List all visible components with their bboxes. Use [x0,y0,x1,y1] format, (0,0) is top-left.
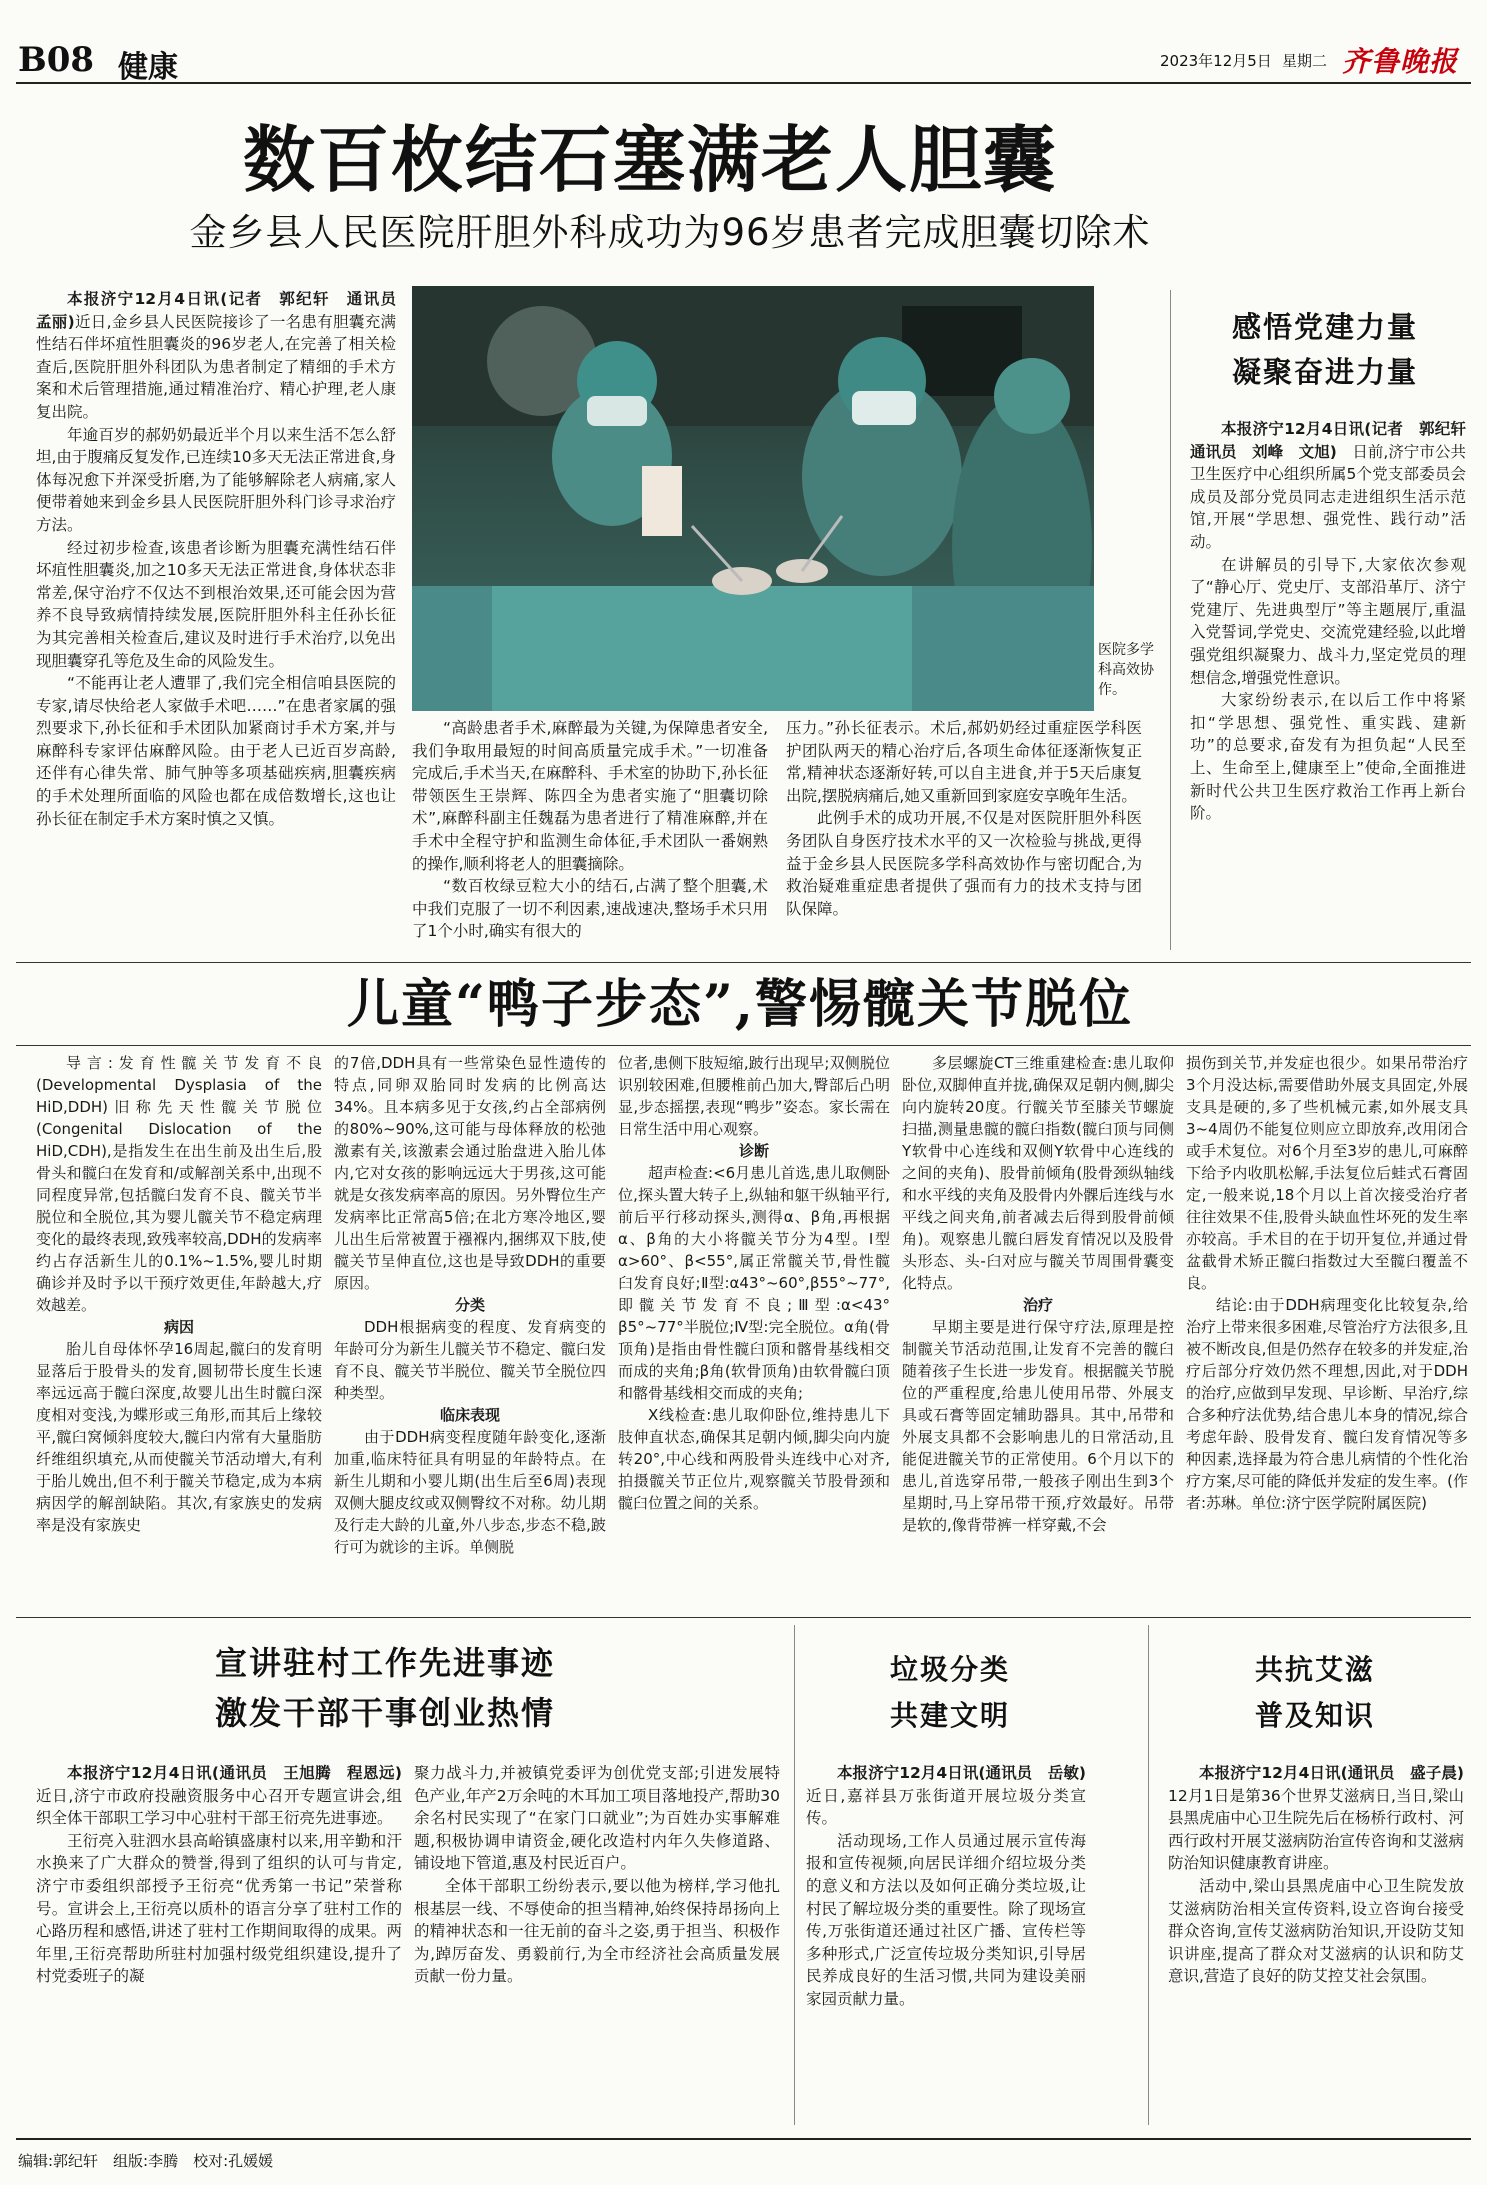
article6-title-line1: 共抗艾滋 [1254,1653,1375,1686]
article6-byline: 本报济宁12月4日讯(通讯员 盛子晨) [1199,1764,1464,1782]
footer-credits: 编辑:郭纪轩 组版:李腾 校对:孔媛媛 [18,2152,274,2170]
article1-byline: 本报济宁12月4日讯(记者 郭纪轩 通讯员 孟丽) [36,290,412,331]
section-name: 健康 [118,50,178,85]
article3-col5: 损伤到关节,并发症也很少。如果吊带治疗3个月没达标,需要借助外展支具固定,外展支具是硬的,多了些机械元素,如外展支具3~4周仍不能复位则应立即放弃,改用闭合或手术复位。对6个月至3岁的患儿,可麻醉下给予内收肌松解,手法复位后蛙式石膏固定,一般来说,18个月以上首次接受治疗者往往效果不佳,股骨头缺血性坏死的发生率亦较高。手术目的在于切开复位,并通过骨盆截骨术矫正髋臼指数过大至髋臼覆盖不良。 结论:由于DDH病理变化比较复杂,给治疗上带来很多困难,尽管治疗方法很多,且被不断改良,但是仍然存在较多的并发症,治疗后部分疗效仍然不理想,因此,对于DDH的治疗,应做到早发现、早诊断、早治疗,综合多种疗法优势,结合患儿本身的情况,综合考虑年龄、股骨发育、髋臼发育情况等多种因素,选择最为符合患儿病情的个性化治疗方案,尽可能的降低并发症的发生率。(作者:苏琳。单位:济宁医学院附属医院) [1186,1054,1468,1512]
article2-title-line1: 感悟党建力量 [1231,310,1418,344]
article2-body: 本报济宁12月4日讯(记者 郭纪轩 通讯员 刘峰 文旭) 日前,济宁市公共卫生医疗中心组织所属5个党支部委员会成员及部分党员同志走进组织生活示范馆,开展“学思想、强党性、践行动”活动。 在讲解员的引导下,大家依次参观了“静心厅、党史厅、支部沿革厅、济宁党建厅、先进典型厅”等主题展厅,重温入党誓词,学党史、交流党建经验,以此增强党组织凝聚力、战斗力,坚定党员的理想信念,增强党性意识。 大家纷纷表示,在以后工作中将紧扣“学思想、强党性、重实践、建新功”的总要求,奋发有为担负起“人民至上、生命至上,健康至上”使命,全面推进新时代公共卫生医疗救治工作再上新台阶。 [1190,420,1482,823]
sidebar-divider [1170,290,1171,950]
surgery-photo [412,286,1094,711]
article5-byline: 本报济宁12月4日讯(通讯员 岳敏) [837,1764,1086,1782]
article3-subhead-cause: 病因 [163,1318,194,1336]
article3-col1: 导言:发育性髋关节发育不良(Developmental Dysplasia of the HiD,DDH)旧称先天性髋关节脱位(Congenital Dislocation of the HiD,CDH),是指发生在出生前及出生后,股骨头和髋臼在发育和/或解剖关系中,出现不同程度异常,包括髋臼发育不良、髋关节半脱位和全脱位,其为婴儿髋关节不稳定病理变化的最终表现,致残率较高,DDH的发病率约占存活新生儿的0.1%~1.5%,婴儿时期确诊并及时予以干预疗效更佳,年龄越大,疗效越差。 病因 胎儿自母体怀孕16周起,髋臼的发育明显落后于股骨头的发育,圆韧带长度生长速率远远高于髋臼深度,故婴儿出生时髋臼深度相对变浅,为蝶形或三角形,而其后上缘较平,髋臼窝倾斜度较大,髋臼内常有大量脂肪纤维组织填充,从而使髋关节活动增大,有利于胎儿娩出,但不利于髋关节稳定,成为本病病因学的解剖缺陷。其次,有家族史的发病率是没有家族史 [36,1054,322,1534]
article3-title: 儿童“鸭子步态”,警惕髋关节脱位 [347,974,1133,1035]
article1-col1: 本报济宁12月4日讯(记者 郭纪轩 通讯员 孟丽)近日,金乡县人民医院接诊了一名患有胆囊充满性结石伴坏疽性胆囊炎的96岁老人,在完善了相关检查后,医院肝胆外科团队为患者制定了精细的手术方案和术后管理措施,通过精准治疗、精心护理,老人康复出院。 年逾百岁的郝奶奶最近半个月以来生活不怎么舒坦,由于腹痛反复发作,已连续10多天无法正常进食,身体每况愈下并深受折磨,为了能够解除老人病痛,家人便带着她来到金乡县人民医院肝胆外科门诊寻求治疗方法。 经过初步检查,该患者诊断为胆囊充满性结石伴坏疽性胆囊炎,加之10多天无法正常进食,身体状态非常差,保守治疗不仅达不到根治效果,还可能会因为营养不良导致病情持续发展,医院肝胆外科主任孙长征为其完善相关检查后,建议及时进行手术治疗,以免出现胆囊穿孔等危及生命的风险发生。 “不能再让老人遭罪了,我们完全相信咱县医院的专家,请尽快给老人家做手术吧……”在患者家属的强烈要求下,孙长征和手术团队加紧商讨手术方案,并与麻醉科专家评估麻醉风险。由于老人已近百岁高龄,还伴有心律失常、肺气肿等多项基础疾病,胆囊疾病的手术处理所面临的风险也都在成倍数增长,这也让孙长征在制定手术方案时慎之又慎。 [36,290,412,828]
bottom-divider-2 [1148,1625,1149,2125]
article5-body: 本报济宁12月4日讯(通讯员 岳敏) 近日,嘉祥县万张街道开展垃圾分类宣传。 活动现场,工作人员通过展示宣传海报和宣传视频,向居民详细介绍垃圾分类的意义和方法以及如何正确分类垃圾,让村民了解垃圾分类的重要性。除了现场宣传,万张街道还通过社区广播、宣传栏等多种形式,广泛宣传垃圾分类知识,引导居民养成良好的生活习惯,共同为建设美丽家园贡献力量。 [806,1764,1086,2008]
surgery-scene-illustration [412,286,1094,711]
article4-title-line2: 激发干部干事创业热情 [214,1694,555,1732]
article1-title: 数百枚结石塞满老人胆囊 [242,117,1057,202]
paper-name-logo: 齐鲁晚报 [1342,45,1459,78]
article4-col1: 本报济宁12月4日讯(通讯员 王旭腾 程恩远) 近日,济宁市政府投融资服务中心召开专题宣讲会,组织全体干部职工学习中心驻村干部王衍亮先进事迹。 王衍亮入驻泗水县高峪镇盛康村以来,用辛勤和汗水换来了广大群众的赞誉,得到了组织的认可与肯定,济宁市委组织部授予王衍亮“优秀第一书记”荣誉称号。宣讲会上,王衍亮以质朴的语言分享了驻村工作的心路历程和感悟,讲述了驻村工作期间取得的成果。两年里,王衍亮帮助所驻村加强村级党组织建设,提升了村党委班子的凝 [36,1764,402,1986]
article3-subhead-class: 分类 [454,1296,485,1314]
article4-byline: 本报济宁12月4日讯(通讯员 王旭腾 程恩远) [67,1764,402,1782]
article2-title-line2: 凝聚奋进力量 [1231,355,1418,389]
issue-date: 2023年12月5日 [1160,52,1272,70]
section-rule-3 [16,1617,1471,1618]
article2-byline: 本报济宁12月4日讯(记者 郭纪轩 通讯员 刘峰 文旭) [1190,420,1482,461]
article5-title-line2: 共建文明 [889,1699,1010,1732]
page-code: B08 [18,40,95,80]
article3-subhead-treatment: 治疗 [1022,1296,1053,1314]
photo-caption: 医院多学科高效协作。 [1098,642,1154,698]
article3-col4: 多层螺旋CT三维重建检查:患儿取仰卧位,双脚伸直并拢,确保双足朝内侧,脚尖向内旋转20度。行髋关节至膝关节螺旋扫描,测量患髋的髋臼指数(髋臼顶与同侧Y软骨中心连线和双侧Y软骨中心连线的之间的夹角)、股骨前倾角(股骨颈纵轴线和水平线的夹角及股骨内外髁后连线与水平线之间夹角,前者减去后得到股骨前倾角)。观察患儿髋臼唇发育情况以及股骨头形态、头-臼对应与髋关节周围骨囊变化特点。 治疗 早期主要是进行保守疗法,原理是控制髋关节活动范围,让发育不完善的髋臼随着孩子生长进一步发育。根据髋关节脱位的严重程度,给患儿使用吊带、外展支具或石膏等固定辅助器具。其中,吊带和外展支具都不会影响患儿的日常活动,且能促进髋关节的正常使用。6个月以下的患儿,首选穿吊带,一般孩子刚出生到3个星期时,马上穿吊带干预,疗效最好。吊带是软的,像背带裤一样穿戴,不会 [902,1054,1174,1534]
article1-subtitle: 金乡县人民医院肝胆外科成功为96岁患者完成胆囊切除术 [189,211,1151,254]
section-rule-1 [16,962,1471,963]
article6-title-line2: 普及知识 [1254,1699,1375,1732]
article1-col2: “高龄患者手术,麻醉最为关键,为保障患者安全,我们争取用最短的时间高质量完成手术。”一切准备完成后,手术当天,在麻醉科、手术室的协助下,孙长征带领医生王崇辉、陈四全为患者实施了“胆囊切除术”,麻醉科副主任魏磊为患者进行了精准麻醉,并在手术中全程守护和监测生命体征,手术团队一番娴熟的操作,顺利将老人的胆囊摘除。 “数百枚绿豆粒大小的结石,占满了整个胆囊,术中我们克服了一切不利因素,速战速决,整场手术只用了1个小时,确实有很大的 [412,719,768,941]
article3-subhead-clinical: 临床表现 [439,1406,500,1424]
article4-col2: 聚力战斗力,并被镇党委评为创优党支部;引进发展特色产业,年产2万余吨的木耳加工项目落地投产,帮助30余名村民实现了“在家门口就业”;为百姓办实事解难题,积极协调申请资金,硬化改造村内年久失修道路、铺设地下管道,惠及村民近百户。 全体干部职工纷纷表示,要以他为榜样,学习他扎根基层一线、不辱使命的担当精神,始终保持昂扬向上的精神状态和一往无前的奋斗之姿,勇于担当、积极作为,踔厉奋发、勇毅前行,为全市经济社会高质量发展贡献一份力量。 [414,1764,780,1986]
page-header [0,0,1487,100]
article1-col3: 压力。”孙长征表示。术后,郝奶奶经过重症医学科医护团队两天的精心治疗后,各项生命体征逐渐恢复正常,精神状态逐渐好转,可以自主进食,并于5天后康复出院,摆脱病痛后,她又重新回到家庭安享晚年生活。 此例手术的成功开展,不仅是对医院肝胆外科医务团队自身医疗技术水平的又一次检验与挑战,更得益于金乡县人民医院多学科高效协作与密切配合,为救治疑难重症患者提供了强而有力的技术支持与团队保障。 [786,719,1142,918]
weekday: 星期二 [1282,52,1328,70]
article4-title-line1: 宣讲驻村工作先进事迹 [214,1644,555,1682]
article3-subhead-diagnosis: 诊断 [738,1142,769,1160]
footer-rule [16,2138,1471,2140]
article5-title-line1: 垃圾分类 [889,1653,1010,1686]
article3-col2: 的7倍,DDH具有一些常染色显性遗传的特点,同卵双胎同时发病的比例高达34%。且本病多见于女孩,约占全部病例的80%~90%,这可能与母体释放的松弛激素有关,该激素会通过胎盘进入胎儿体内,它对女孩的影响远远大于男孩,这可能就是女孩发病率高的原因。另外臀位生产发病率比正常高5倍;在北方寒冷地区,婴儿出生后常被置于襁褓内,捆绑双下肢,使髋关节呈伸直位,这也是导致DDH的重要原因。 分类 DDH根据病变的程度、发育病变的年龄可分为新生儿髋关节不稳定、髋臼发育不良、髋关节半脱位、髋关节全脱位四种类型。 临床表现 由于DDH病变程度随年龄变化,逐渐加重,临床特征具有明显的年龄特点。在新生儿期和小婴儿期(出生后至6周)表现双侧大腿皮纹或双侧臀纹不对称。幼儿期及行走大龄的儿童,外八步态,步态不稳,跛行可为就诊的主诉。单侧脱 [334,1054,606,1556]
article3-col3: 位者,患侧下肢短缩,跛行出现早;双侧脱位识别较困难,但腰椎前凸加大,臀部后凸明显,步态摇摆,表现“鸭步”姿态。家长需在日常生活中用心观察。 诊断 超声检查:<6月患儿首选,患儿取侧卧位,探头置大转子上,纵轴和躯干纵轴平行,前后平行移动探头,测得α、β角,再根据α、β角的大小将髋关节分为4型。Ⅰ型α>60°、β<55°,属正常髋关节,骨性髋臼发育良好;Ⅱ型:α43°~60°,β55°~77°,即髋关节发育不良;Ⅲ型:α<43° β5°~77°半脱位;Ⅳ型:完全脱位。α角(骨顶角)是指由骨性髋臼顶和髂骨基线相交而成的夹角;β角(软骨顶角)由软骨髋臼顶和髂骨基线相交而成的夹角; X线检查:患儿取仰卧位,维持患儿下肢伸直状态,确保其足朝内倾,脚尖向内旋转20°,中心线和两股骨头连线中心对齐,拍摄髋关节正位片,观察髋关节股骨颈和髋臼位置之间的关系。 [618,1054,890,1512]
section-rule-2 [16,1045,1471,1046]
article3-intro: 导言:发育性髋关节发育不良(Developmental Dysplasia of the HiD,DDH)旧称先天性髋关节脱位(Congenital Dislocation of the HiD,CDH),是指发生在出生前及出生后,股骨头和髋臼在发育和/或解剖关系中,出现不同程度异常,包括髋臼发育不良、髋关节半脱位和全脱位,其为婴儿髋关节不稳定病理变化的最终表现,致残率较高,DDH的发病率约占存活新生儿的0.1%~1.5%,婴儿时期确诊并及时予以干预疗效更佳,年龄越大,疗效越差。 [36,1054,322,1314]
header-rule [16,82,1471,84]
bottom-divider-1 [794,1625,795,2125]
article6-body: 本报济宁12月4日讯(通讯员 盛子晨) 12月1日是第36个世界艾滋病日,当日,梁山县黑虎庙中心卫生院先后在杨桥行政村、河西行政村开展艾滋病防治宣传咨询和艾滋病防治知识健康教育讲座。 活动中,梁山县黑虎庙中心卫生院发放艾滋病防治相关宣传资料,设立咨询台接受群众咨询,宣传艾滋病防治知识,开设防艾知识讲座,提高了群众对艾滋病的认识和防艾意识,营造了良好的防艾控艾社会氛围。 [1168,1764,1464,1986]
article3-conclusion: 结论:由于DDH病理变化比较复杂,给治疗上带来很多困难,尽管治疗方法很多,且被不断改良,但是仍然存在较多的并发症,治疗后部分疗效仍然不理想,因此,对于DDH的治疗,应做到早发现、早诊断、早治疗,综合多种疗法优势,结合患儿本身的情况,综合考虑年龄、股骨发育、髋臼发育情况等多种因素,选择最为符合患儿病情的个性化治疗方案,尽可能的降低并发症的发生率。(作者:苏琳。单位:济宁医学院附属医院) [1186,1296,1468,1512]
